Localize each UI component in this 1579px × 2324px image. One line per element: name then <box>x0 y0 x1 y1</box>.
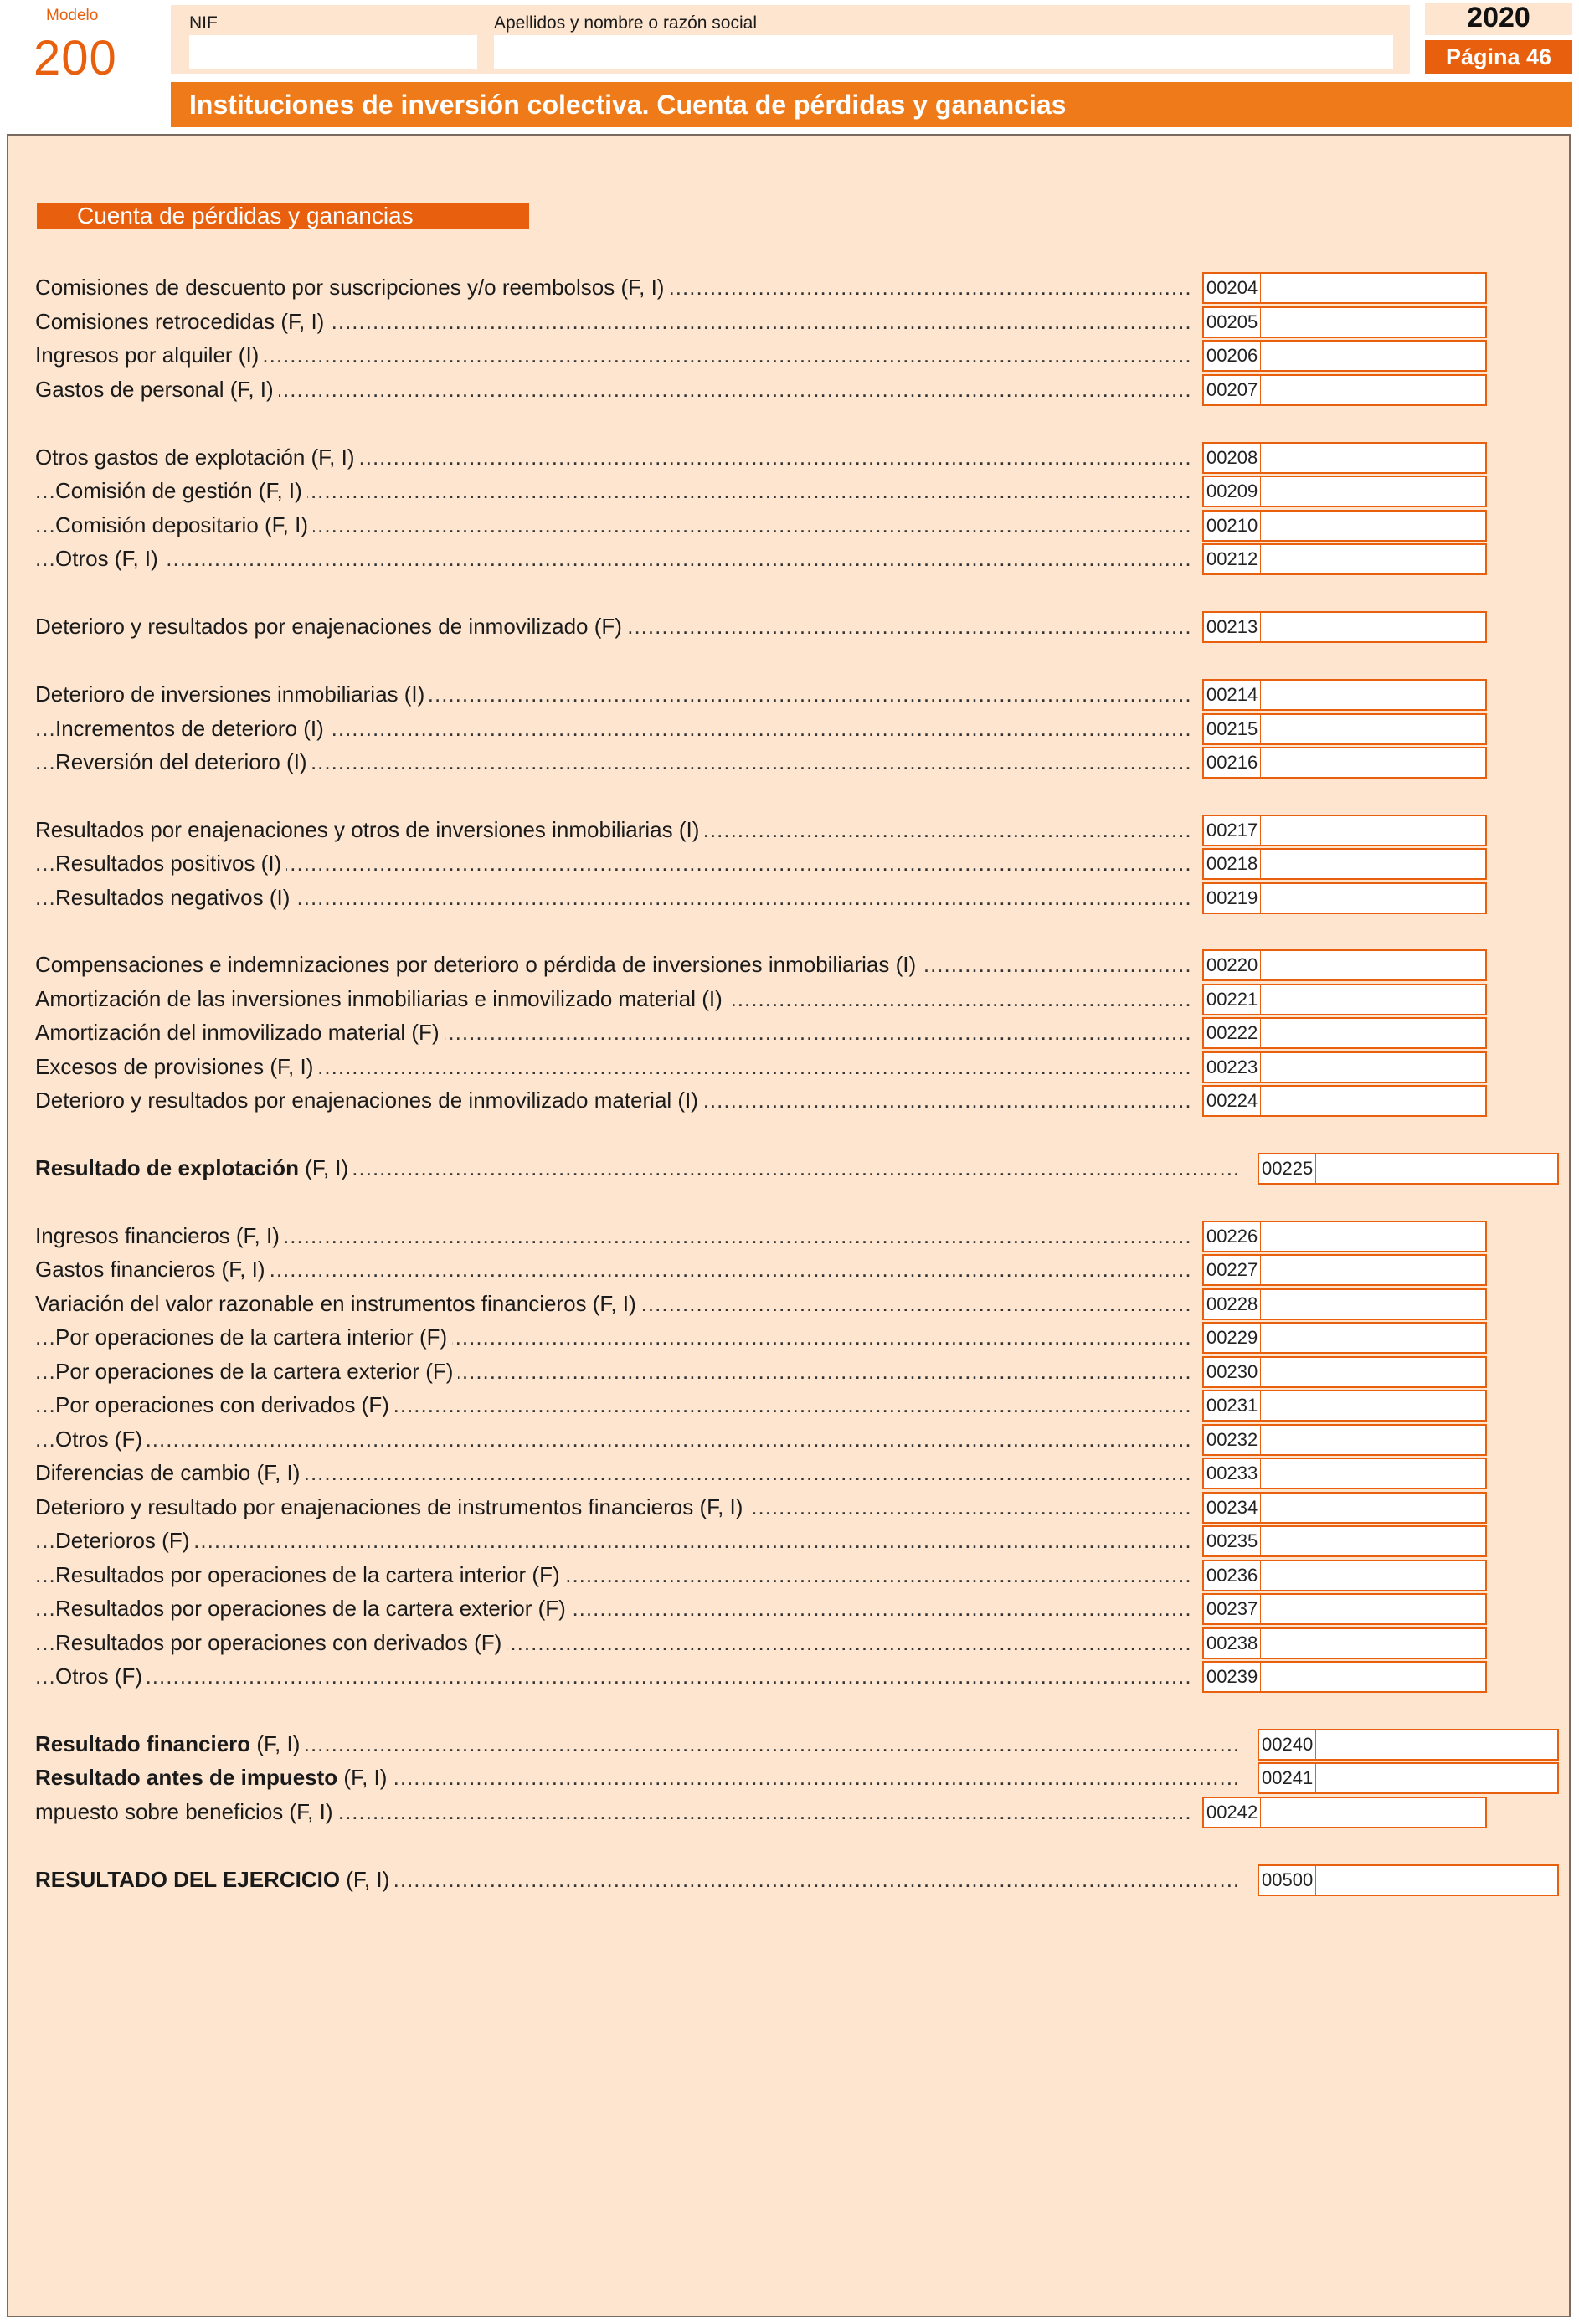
box-code: 00231 <box>1204 1391 1261 1420</box>
row-label-text: mpuesto sobre beneficios (F, I) <box>35 1799 338 1824</box>
amount-box <box>1202 510 1487 542</box>
row-label-suffix: (F, I) <box>250 1731 301 1756</box>
row-label-text: Compensaciones e indemnizaciones por deterioro o pérdida de inversiones inmobiliarias (I) <box>35 952 921 977</box>
box-code: 00218 <box>1204 850 1261 878</box>
box-code: 00212 <box>1204 545 1261 573</box>
amount-input[interactable] <box>1263 477 1485 507</box>
box-code: 00241 <box>1259 1764 1316 1792</box>
amount-box <box>1202 1627 1487 1659</box>
box-code: 00224 <box>1204 1087 1261 1115</box>
box-code: 00223 <box>1204 1053 1261 1082</box>
box-code: 00217 <box>1204 816 1261 845</box>
row-label-text <box>35 1867 394 1892</box>
section-title: Cuenta de pérdidas y ganancias <box>77 203 414 229</box>
amount-box <box>1202 1661 1487 1693</box>
box-code: 00209 <box>1204 477 1261 506</box>
amount-input[interactable] <box>1263 512 1485 542</box>
amount-box <box>1202 1390 1487 1422</box>
form-row <box>35 679 1258 709</box>
row-label-bold: RESULTADO DEL EJERCICIO <box>35 1867 341 1892</box>
form-row <box>35 1254 1258 1284</box>
row-label-bold: Resultado financiero <box>35 1731 251 1756</box>
amount-input[interactable] <box>1263 308 1485 338</box>
modelo-number: 200 <box>33 31 117 85</box>
row-label-text: Resultados positivos (I) <box>55 851 286 876</box>
year-label: 2020 <box>1467 2 1530 33</box>
amount-input[interactable] <box>1263 545 1485 575</box>
form-row <box>35 815 1258 845</box>
box-code: 00229 <box>1204 1324 1261 1352</box>
row-label-text: Deterioro y resultados por enajenaciones de inmovilizado material (I) <box>35 1087 703 1113</box>
row-label-text: Otros (F) <box>55 1427 147 1452</box>
box-code: 00207 <box>1204 376 1261 404</box>
amount-box <box>1202 1085 1487 1117</box>
amount-box <box>1202 1051 1487 1083</box>
row-label-text: Por operaciones de la cartera interior (F) <box>55 1324 452 1350</box>
amount-input[interactable] <box>1263 748 1485 779</box>
amount-box <box>1202 1458 1487 1489</box>
form-row <box>35 747 1258 777</box>
row-label <box>35 1525 1191 1555</box>
row-label <box>35 340 1191 370</box>
row-label-text: Deterioro y resultados por enajenaciones de inmovilizado (F) <box>35 614 627 639</box>
form-row <box>35 1762 1314 1792</box>
box-code: 00236 <box>1204 1561 1261 1590</box>
row-label <box>35 1017 1191 1047</box>
row-label-text: Deterioro y resultado por enajenaciones de instrumentos financieros (F, I) <box>35 1494 748 1519</box>
amount-input[interactable] <box>1263 1087 1485 1117</box>
row-label <box>35 1762 1241 1792</box>
box-code: 00204 <box>1204 274 1261 302</box>
box-code: 00238 <box>1204 1629 1261 1658</box>
form-row <box>35 272 1258 302</box>
row-label-text: Amortización del inmovilizado material (F) <box>35 1020 445 1045</box>
page-title: Instituciones de inversión colectiva. Cuenta de pérdidas y ganancias <box>189 90 1067 120</box>
amount-input[interactable] <box>1263 884 1485 914</box>
form-row <box>35 1593 1258 1623</box>
row-label <box>35 1492 1191 1522</box>
box-code: 00225 <box>1259 1154 1316 1183</box>
amount-input[interactable] <box>1263 985 1485 1015</box>
row-label-text: Resultados por enajenaciones y otros de inversiones inmobiliarias (I) <box>35 817 704 842</box>
nif-input[interactable] <box>189 35 477 69</box>
amount-box <box>1202 882 1487 914</box>
amount-box <box>1202 815 1487 846</box>
form-row <box>35 1390 1258 1420</box>
amount-box <box>1202 1322 1487 1354</box>
row-label-text: Incrementos de deterioro (I) <box>55 716 329 741</box>
box-code: 00234 <box>1204 1494 1261 1522</box>
row-label <box>35 442 1191 472</box>
row-label-suffix: (F, I) <box>340 1867 390 1892</box>
amount-box <box>1202 340 1487 372</box>
row-label <box>35 1221 1191 1251</box>
name-input[interactable] <box>494 35 1393 69</box>
box-code: 00230 <box>1204 1358 1261 1386</box>
amount-input[interactable] <box>1263 1290 1485 1320</box>
row-label <box>35 848 1191 878</box>
amount-input[interactable] <box>1263 1494 1485 1524</box>
box-code: 00235 <box>1204 1527 1261 1555</box>
form-row <box>35 1424 1258 1454</box>
row-label <box>35 1864 1241 1895</box>
row-label-suffix: (F, I) <box>298 1155 349 1180</box>
box-code: 00219 <box>1204 884 1261 913</box>
amount-box <box>1202 1017 1487 1049</box>
amount-box <box>1258 1153 1559 1185</box>
box-code: 00232 <box>1204 1426 1261 1454</box>
amount-input[interactable] <box>1318 1866 1557 1896</box>
row-label-text: Variación del valor razonable en instrumentos financieros (F, I) <box>35 1291 641 1316</box>
row-label <box>35 510 1191 540</box>
form-row <box>35 1322 1258 1352</box>
form-row <box>35 1627 1258 1658</box>
amount-input[interactable] <box>1263 1019 1485 1049</box>
amount-box <box>1202 272 1487 304</box>
box-code: 00220 <box>1204 951 1261 979</box>
row-label <box>35 1458 1191 1488</box>
row-label-text: Gastos financieros (F, I) <box>35 1257 270 1282</box>
amount-input[interactable] <box>1263 1053 1485 1083</box>
box-code: 00227 <box>1204 1256 1261 1284</box>
box-code: 00215 <box>1204 715 1261 743</box>
amount-box <box>1202 543 1487 575</box>
row-label <box>35 815 1191 845</box>
row-label <box>35 1051 1191 1082</box>
amount-box <box>1202 679 1487 711</box>
amount-input[interactable] <box>1318 1730 1557 1761</box>
amount-box <box>1202 442 1487 474</box>
form-row <box>35 340 1258 370</box>
amount-box <box>1202 713 1487 745</box>
row-label-text: Comisiones retrocedidas (F, I) <box>35 309 329 334</box>
page-label: Página 46 <box>1445 44 1552 69</box>
name-label: Apellidos y nombre o razón social <box>494 13 757 33</box>
form-row <box>35 374 1258 404</box>
row-label <box>35 1661 1191 1691</box>
box-code: 00206 <box>1204 342 1261 370</box>
form-row <box>35 984 1258 1014</box>
amount-box <box>1202 1560 1487 1591</box>
amount-box <box>1202 1288 1487 1320</box>
amount-box <box>1202 1525 1487 1557</box>
row-label-text: Otros (F, I) <box>55 546 163 571</box>
row-label-text: Ingresos financieros (F, I) <box>35 1223 285 1248</box>
modelo-label: Modelo <box>46 7 99 24</box>
amount-input[interactable] <box>1263 444 1485 474</box>
form-row <box>35 1525 1258 1555</box>
row-label-text <box>35 1155 353 1180</box>
form-row <box>35 510 1258 540</box>
row-label-bold: Resultado antes de impuesto <box>35 1765 338 1790</box>
amount-input[interactable] <box>1263 715 1485 745</box>
row-label <box>35 1356 1191 1386</box>
row-label-text: Por operaciones de la cartera exterior (F) <box>55 1359 458 1384</box>
amount-input[interactable] <box>1263 1561 1485 1591</box>
row-label <box>35 1254 1191 1284</box>
row-label <box>35 1560 1191 1590</box>
amount-input[interactable] <box>1263 951 1485 981</box>
amount-box <box>1202 374 1487 406</box>
row-label-text: Comisión de gestión (F, I) <box>55 478 307 503</box>
form-row <box>35 1085 1258 1115</box>
box-code: 00210 <box>1204 512 1261 540</box>
row-label <box>35 1153 1241 1183</box>
form-row <box>35 1356 1258 1386</box>
row-label <box>35 1729 1241 1759</box>
amount-input[interactable] <box>1263 376 1485 406</box>
box-code: 00228 <box>1204 1290 1261 1319</box>
form-row <box>35 1492 1258 1522</box>
amount-box <box>1258 1729 1559 1761</box>
form-row <box>35 1729 1314 1759</box>
form-row <box>35 1288 1258 1319</box>
row-label <box>35 747 1191 777</box>
form-row <box>35 713 1258 743</box>
row-label <box>35 543 1191 573</box>
row-label-text: Resultados por operaciones con derivados (F) <box>55 1630 507 1655</box>
amount-input[interactable] <box>1263 1324 1485 1354</box>
row-label-text: Resultados por operaciones de la cartera exterior (F) <box>55 1596 571 1621</box>
row-label <box>35 1627 1191 1658</box>
row-label-text: Amortización de las inversiones inmobiliarias e inmovilizado material (I) <box>35 986 728 1011</box>
box-code: 00233 <box>1204 1459 1261 1488</box>
form-row <box>35 1221 1258 1251</box>
row-label <box>35 611 1191 641</box>
row-label-suffix: (F, I) <box>337 1765 388 1790</box>
row-label <box>35 272 1191 302</box>
row-label <box>35 949 1191 979</box>
form-row <box>35 1051 1258 1082</box>
form-row <box>35 1153 1314 1183</box>
form-row <box>35 611 1258 641</box>
amount-box <box>1202 848 1487 880</box>
amount-box <box>1202 1492 1487 1524</box>
form-row <box>35 1017 1258 1047</box>
form-row <box>35 1661 1258 1691</box>
form-row <box>35 1560 1258 1590</box>
amount-input[interactable] <box>1263 850 1485 880</box>
amount-input[interactable] <box>1263 681 1485 711</box>
row-label-text: Reversión del deterioro (I) <box>55 749 312 774</box>
row-label <box>35 1390 1191 1420</box>
box-code: 00214 <box>1204 681 1261 709</box>
row-label <box>35 306 1191 337</box>
row-label-text: Otros (F) <box>55 1663 147 1689</box>
row-label-text: Comisiones de descuento por suscripciones y/o reembolsos (F, I) <box>35 275 669 300</box>
amount-box <box>1202 949 1487 981</box>
amount-input[interactable] <box>1263 816 1485 846</box>
row-label <box>35 713 1191 743</box>
form-row <box>35 306 1258 337</box>
row-label-text: Otros gastos de explotación (F, I) <box>35 445 360 470</box>
amount-input[interactable] <box>1263 1222 1485 1252</box>
amount-box <box>1202 306 1487 338</box>
row-label <box>35 1322 1191 1352</box>
row-label <box>35 1085 1191 1115</box>
row-label-text: Resultados por operaciones de la cartera interior (F) <box>55 1562 565 1587</box>
row-label-text: Deterioro de inversiones inmobiliarias (I) <box>35 681 429 707</box>
box-code: 00240 <box>1259 1730 1316 1759</box>
amount-box <box>1202 1424 1487 1456</box>
box-code: 00213 <box>1204 613 1261 641</box>
box-code: 00221 <box>1204 985 1261 1014</box>
amount-box <box>1202 1254 1487 1286</box>
amount-input[interactable] <box>1263 1391 1485 1422</box>
row-label-text: Resultados negativos (I) <box>55 885 295 910</box>
amount-box <box>1202 476 1487 507</box>
row-label <box>35 374 1191 404</box>
row-label-text: Comisión depositario (F, I) <box>55 512 313 537</box>
form-row <box>35 1458 1258 1488</box>
form-row <box>35 949 1258 979</box>
amount-input[interactable] <box>1263 1358 1485 1388</box>
amount-input[interactable] <box>1263 613 1485 643</box>
box-code: 00205 <box>1204 308 1261 337</box>
box-code: 00242 <box>1204 1798 1261 1827</box>
box-code: 00226 <box>1204 1222 1261 1251</box>
form-row <box>35 476 1258 506</box>
amount-input[interactable] <box>1263 1595 1485 1625</box>
amount-box <box>1202 747 1487 779</box>
row-label <box>35 1797 1191 1827</box>
box-code: 00222 <box>1204 1019 1261 1047</box>
row-label-text: Deterioros (F) <box>55 1528 194 1553</box>
amount-input[interactable] <box>1263 1629 1485 1659</box>
amount-box <box>1202 1356 1487 1388</box>
form-row <box>35 848 1258 878</box>
row-label <box>35 1593 1191 1623</box>
row-label <box>35 1288 1191 1319</box>
box-code: 00500 <box>1259 1866 1316 1895</box>
amount-input[interactable] <box>1263 1426 1485 1456</box>
form-row <box>35 442 1258 472</box>
amount-input[interactable] <box>1263 1459 1485 1489</box>
form-row <box>35 1864 1314 1895</box>
amount-box <box>1258 1762 1559 1794</box>
form-row <box>35 1797 1258 1827</box>
row-label <box>35 882 1191 913</box>
box-code: 00216 <box>1204 748 1261 777</box>
row-label-text <box>35 1731 305 1756</box>
amount-input[interactable] <box>1318 1154 1557 1185</box>
form-row <box>35 882 1258 913</box>
amount-box <box>1202 984 1487 1015</box>
box-code: 00208 <box>1204 444 1261 472</box>
row-label-text: Ingresos por alquiler (I) <box>35 342 264 368</box>
row-label-text: Por operaciones con derivados (F) <box>55 1392 394 1417</box>
row-label-text: Excesos de provisiones (F, I) <box>35 1054 318 1079</box>
amount-box <box>1202 1221 1487 1252</box>
box-code: 00239 <box>1204 1663 1261 1691</box>
row-label <box>35 476 1191 506</box>
row-label-text: Gastos de personal (F, I) <box>35 377 279 402</box>
nif-label: NIF <box>189 13 218 33</box>
row-label <box>35 679 1191 709</box>
row-label <box>35 1424 1191 1454</box>
amount-input[interactable] <box>1318 1764 1557 1794</box>
amount-input[interactable] <box>1263 274 1485 304</box>
row-label-text: Diferencias de cambio (F, I) <box>35 1460 305 1485</box>
row-label-bold: Resultado de explotación <box>35 1155 299 1180</box>
amount-input[interactable] <box>1263 1798 1485 1828</box>
amount-input[interactable] <box>1263 1527 1485 1557</box>
amount-box <box>1202 611 1487 643</box>
form-row <box>35 543 1258 573</box>
box-code: 00237 <box>1204 1595 1261 1623</box>
amount-input[interactable] <box>1263 1256 1485 1286</box>
row-label-text <box>35 1765 392 1790</box>
amount-input[interactable] <box>1263 1663 1485 1693</box>
amount-input[interactable] <box>1263 342 1485 372</box>
amount-box <box>1202 1797 1487 1828</box>
amount-box <box>1202 1593 1487 1625</box>
row-label <box>35 984 1191 1014</box>
amount-box <box>1258 1864 1559 1896</box>
